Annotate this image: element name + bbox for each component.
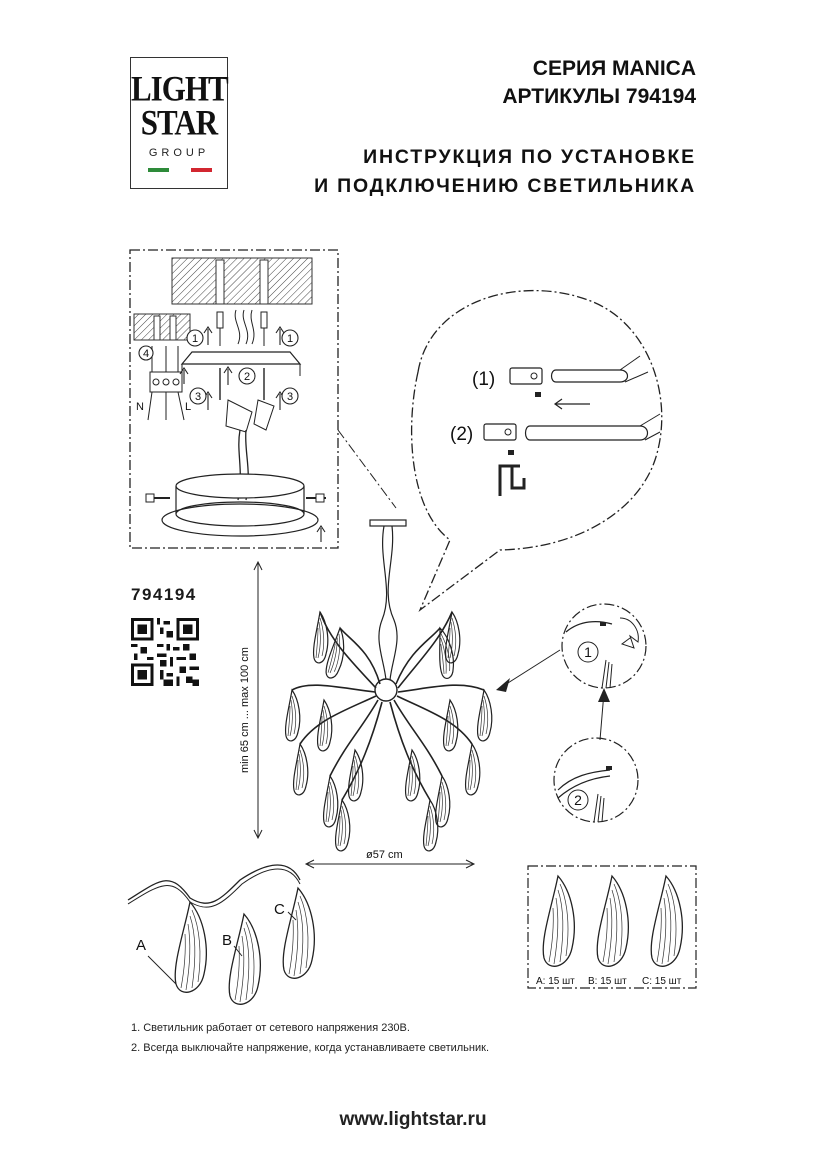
mount-step-3a: 3 (194, 391, 202, 403)
mounting-diagram-panel (130, 250, 338, 548)
wire-label-n: N (136, 401, 144, 413)
diameter-dimension-label: ø57 cm (366, 849, 403, 861)
mount-step-4: 4 (142, 348, 150, 360)
article-number: 794194 (131, 585, 197, 604)
height-dimension (254, 562, 262, 838)
series-name: СЕРИЯ MANICA (532, 57, 696, 80)
detail-step-1: (1) (472, 369, 496, 390)
article-numbers: АРТИКУЛЫ 794194 (502, 85, 696, 108)
note-power-off: 2. Всегда выключайте напряжение, когда устанавливаете светильник. (131, 1042, 490, 1054)
shade-callout-2 (554, 738, 638, 822)
wire-detail-bubble (412, 291, 662, 610)
shade-callout-1 (562, 604, 646, 688)
shade-count-a: A: 15 шт (536, 976, 575, 987)
mount-step-1a: 1 (191, 333, 199, 345)
height-dimension-label: min 65 cm ... max 100 cm (239, 647, 251, 773)
detail-step-2: (2) (450, 424, 474, 445)
instruction-line-1: ИНСТРУКЦИЯ ПО УСТАНОВКЕ (363, 146, 696, 168)
shade-count-box (528, 866, 696, 988)
note-voltage: 1. Светильник работает от сетевого напряжения 230В. (131, 1022, 410, 1034)
mount-step-3b: 3 (286, 391, 294, 403)
logo-line-1: LIGHT (131, 68, 228, 109)
website-link[interactable]: www.lightstar.ru (339, 1109, 487, 1130)
mount-step-1b: 1 (286, 333, 294, 345)
shade-type-b: B (222, 932, 233, 949)
mount-step-2: 2 (243, 371, 251, 383)
diameter-dimension (306, 860, 474, 868)
shade-callout-2-label: 2 (574, 792, 582, 808)
shade-count-b: B: 15 шт (588, 976, 627, 987)
wire-label-l: L (184, 401, 192, 413)
shade-count-c: C: 15 шт (642, 976, 682, 987)
shade-callout-1-label: 1 (584, 644, 592, 660)
shade-type-c: C (274, 901, 285, 918)
qr-code[interactable] (131, 618, 199, 686)
shade-type-a: A (136, 937, 147, 954)
logo-line-3: GROUP (148, 147, 210, 159)
instruction-line-2: И ПОДКЛЮЧЕНИЮ СВЕТИЛЬНИКА (314, 175, 696, 197)
logo-line-2: STAR (140, 102, 218, 143)
